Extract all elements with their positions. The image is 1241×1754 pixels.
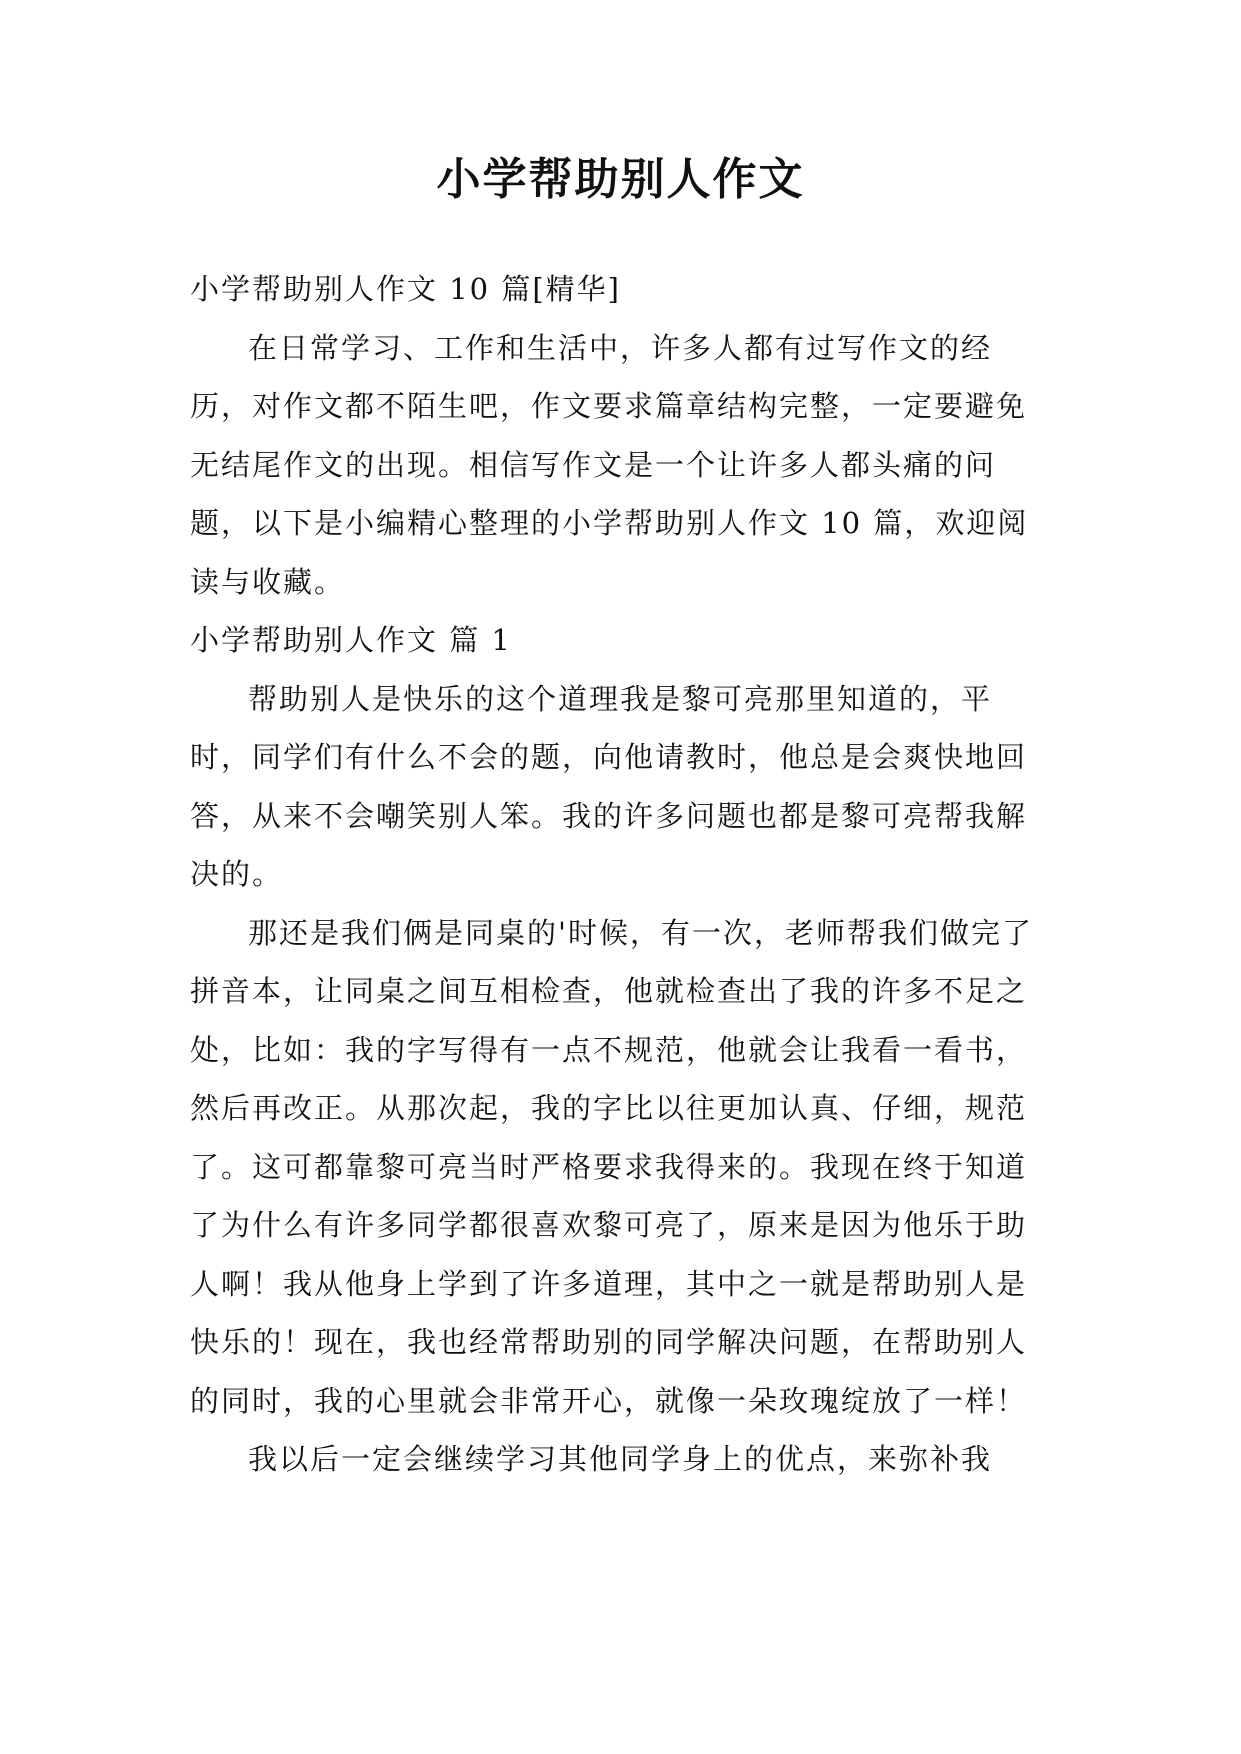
document-body bbox=[190, 260, 1050, 1489]
section-heading: 小学帮助别人作文 篇 1 bbox=[190, 623, 512, 657]
body-paragraph: 帮助别人是快乐的这个道理我是黎可亮那里知道的，平时，同学们有什么不会的题，向他请教时，他总是会爽快地回答，从来不会嘲笑别人笨。我的许多问题也都是黎可亮帮我解决的。 bbox=[190, 681, 1028, 891]
intro-paragraph: 在日常学习、工作和生活中，许多人都有过写作文的经历，对作文都不陌生吧，作文要求篇章结构完整，一定要避免无结尾作文的出现。相信写作文是一个让许多人都头痛的问题，以下是小编精心整理的小学帮助别人作文 10 篇，欢迎阅读与收藏。 bbox=[190, 330, 1029, 599]
body-paragraph: 那还是我们俩是同桌的'时候，有一次，老师帮我们做完了拼音本，让同桌之间互相检查，他就检查出了我的许多不足之处，比如：我的字写得有一点不规范，他就会让我看一看书，然后再改正。从那次起，我的字比以往更加认真、仔细，规范了。这可都靠黎可亮当时严格要求我得来的。我现在终于知道了为什么有许多同学都很喜欢黎可亮了，原来是因为他乐于助人啊！我从他身上学到了许多道理，其中之一就是帮助别人是快乐的！现在，我也经常帮助别的同学解决问题，在帮助别人的同时，我的心里就会非常开心，就像一朵玫瑰绽放了一样！ bbox=[190, 915, 1033, 1418]
body-paragraph: 我以后一定会继续学习其他同学身上的优点，来弥补我 bbox=[248, 1442, 993, 1476]
page-title: 小学帮助别人作文 bbox=[436, 154, 805, 205]
document-subtitle: 小学帮助别人作文 10 篇[精华] bbox=[190, 272, 621, 306]
